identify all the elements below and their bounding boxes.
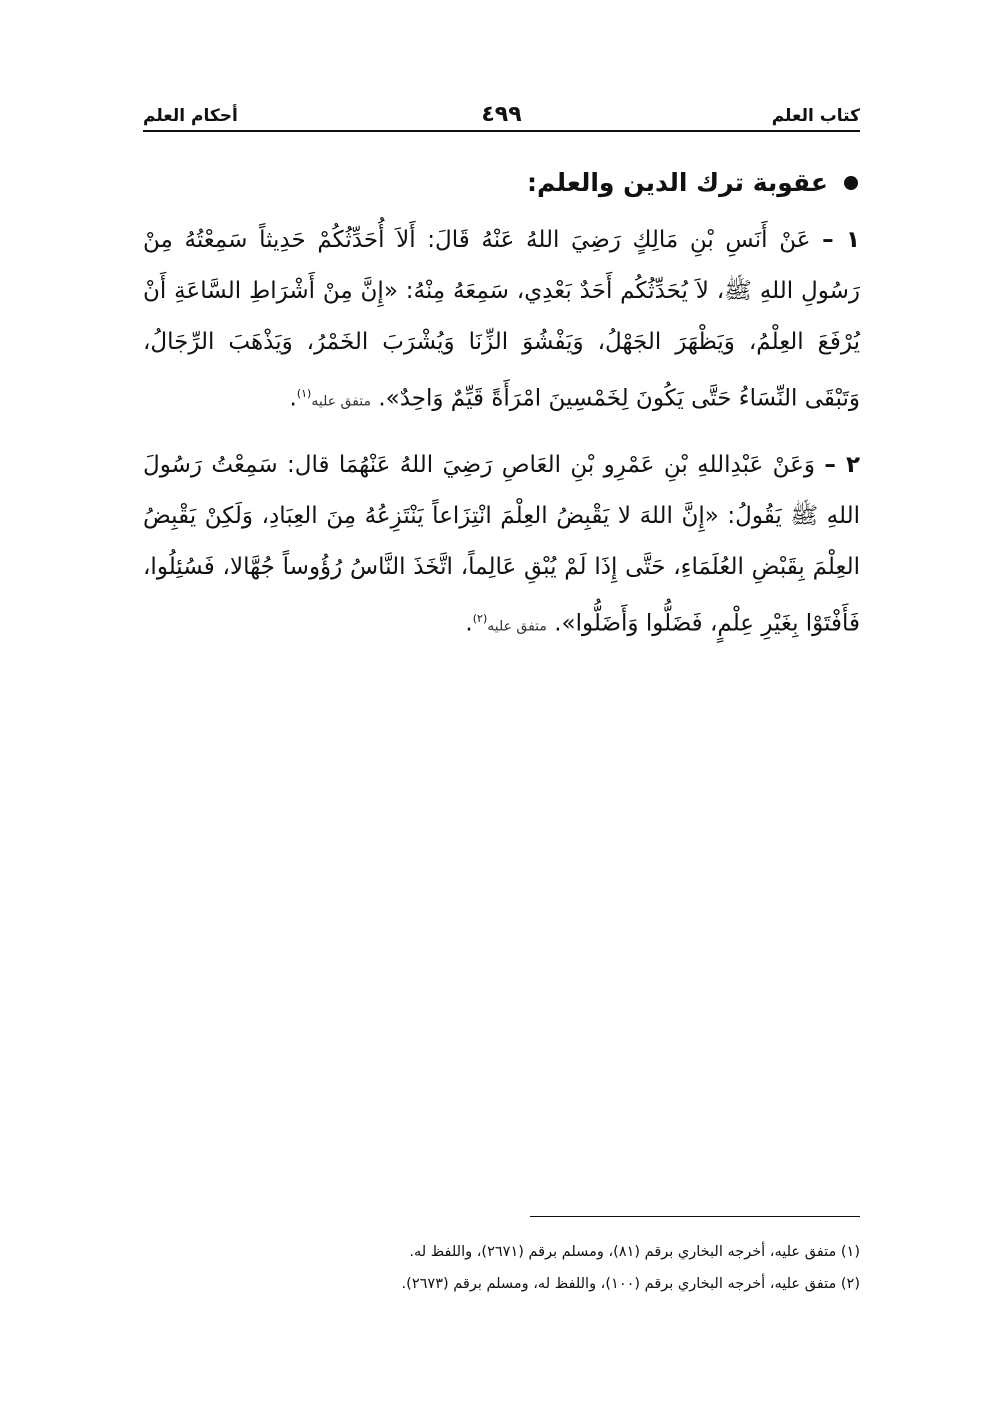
hadith-text: عَنْ أَنَسِ بْنِ مَالِكٍ رَضِيَ اللهُ عَنْهُ قَالَ: أَلاَ أُحَدِّثُكُمْ حَدِيثاً سَمِعْتُهُ مِنْ رَسُولِ اللهِ ﷺ، لاَ يُحَدِّثُكُم أَحَدٌ بَعْدِي، سَمِعَهُ مِنْهُ: «إِنَّ مِنْ أَشْرَاطِ السَّاعَةِ أَنْ يُرْفَعَ العِلْمُ، وَيَظْهَرَ الجَهْلُ، وَيَفْشُوَ الزِّنَا وَيُشْرَبَ الخَمْرُ، وَيَذْهَبَ الرِّجَالُ، وَتَبْقَى النِّسَاءُ حَتَّى يَكُونَ لِخَمْسِينَ امْرَأَةً قَيِّمٌ وَاحِدٌ». <box>143 227 860 412</box>
running-header <box>143 100 860 134</box>
footnote-1: (١) متفق عليه، أخرجه البخاري برقم (٨١)، ومسلم برقم (٢٦٧١)، واللفظ له. <box>409 1244 860 1260</box>
section-heading <box>527 168 858 197</box>
bullet-icon <box>844 176 858 190</box>
page-number: ٤٩٩ <box>481 102 522 127</box>
hadith-source: متفق عليه <box>311 393 371 410</box>
footnote-2: (٢) متفق عليه، أخرجه البخاري برقم (١٠٠)، واللفظ له، ومسلم برقم (٢٦٧٣). <box>401 1276 860 1292</box>
hadith-paragraph-2: ٢ – وَعَنْ عَبْدِاللهِ بْنِ عَمْرِو بْنِ العَاصِ رَضِيَ اللهُ عَنْهُمَا قال: سَمِعْتُ رَسُولَ اللهِ ﷺ يَقُولُ: «إِنَّ اللهَ لا يَقْبِضُ العِلْمَ انْتِزَاعاً يَنْتَزِعُهُ مِنَ العِبَادِ، وَلَكِنْ يَقْبِضُ العِلْمَ بِقَبْضِ العُلَمَاءِ، حَتَّى إِذَا لَمْ يُبْقِ عَالِماً، اتَّخَذَ النَّاسُ رُؤُوساً جُهَّالا، فَسُئِلُوا، فَأَفْتَوْا بِغَيْرِ عِلْمٍ، فَضَلُّوا وَأَضَلُّوا». متفق عليه$^{(٢)}$. <box>143 452 860 637</box>
hadith-number: ٢ – <box>824 452 860 478</box>
footnote-divider <box>530 1216 860 1217</box>
hadith-text: وَعَنْ عَبْدِاللهِ بْنِ عَمْرِو بْنِ العَاصِ رَضِيَ اللهُ عَنْهُمَا قال: سَمِعْتُ رَسُولَ اللهِ ﷺ يَقُولُ: «إِنَّ اللهَ لا يَقْبِضُ العِلْمَ انْتِزَاعاً يَنْتَزِعُهُ مِنَ العِبَادِ، وَلَكِنْ يَقْبِضُ العِلْمَ بِقَبْضِ العُلَمَاءِ، حَتَّى إِذَا لَمْ يُبْقِ عَالِماً، اتَّخَذَ النَّاسُ رُؤُوساً جُهَّالا، فَسُئِلُوا، فَأَفْتَوْا بِغَيْرِ عِلْمٍ، فَضَلُّوا وَأَضَلُّوا». <box>143 452 860 637</box>
hadith-paragraph-1: ١ – عَنْ أَنَسِ بْنِ مَالِكٍ رَضِيَ اللهُ عَنْهُ قَالَ: أَلاَ أُحَدِّثُكُمْ حَدِيثاً سَمِعْتُهُ مِنْ رَسُولِ اللهِ ﷺ، لاَ يُحَدِّثُكُم أَحَدٌ بَعْدِي، سَمِعَهُ مِنْهُ: «إِنَّ مِنْ أَشْرَاطِ السَّاعَةِ أَنْ يُرْفَعَ العِلْمُ، وَيَظْهَرَ الجَهْلُ، وَيَفْشُوَ الزِّنَا وَيُشْرَبَ الخَمْرُ، وَيَذْهَبَ الرِّجَالُ، وَتَبْقَى النِّسَاءُ حَتَّى يَكُونَ لِخَمْسِينَ امْرَأَةً قَيِّمٌ وَاحِدٌ». متفق عليه$^{(١)}$. <box>143 227 860 412</box>
header-divider <box>143 130 860 132</box>
footnote-ref[interactable]: (١) <box>296 387 312 400</box>
footnotes <box>143 1236 860 1300</box>
hadith-number: ١ – <box>822 227 860 253</box>
book-title: كتاب العلم <box>771 106 860 126</box>
chapter-title: أحكام العلم <box>143 106 238 126</box>
section-title-text: عقوبة ترك الدين والعلم: <box>527 168 828 197</box>
hadith-source: متفق عليه <box>487 618 547 635</box>
footnote-ref[interactable]: (٢) <box>472 612 488 625</box>
